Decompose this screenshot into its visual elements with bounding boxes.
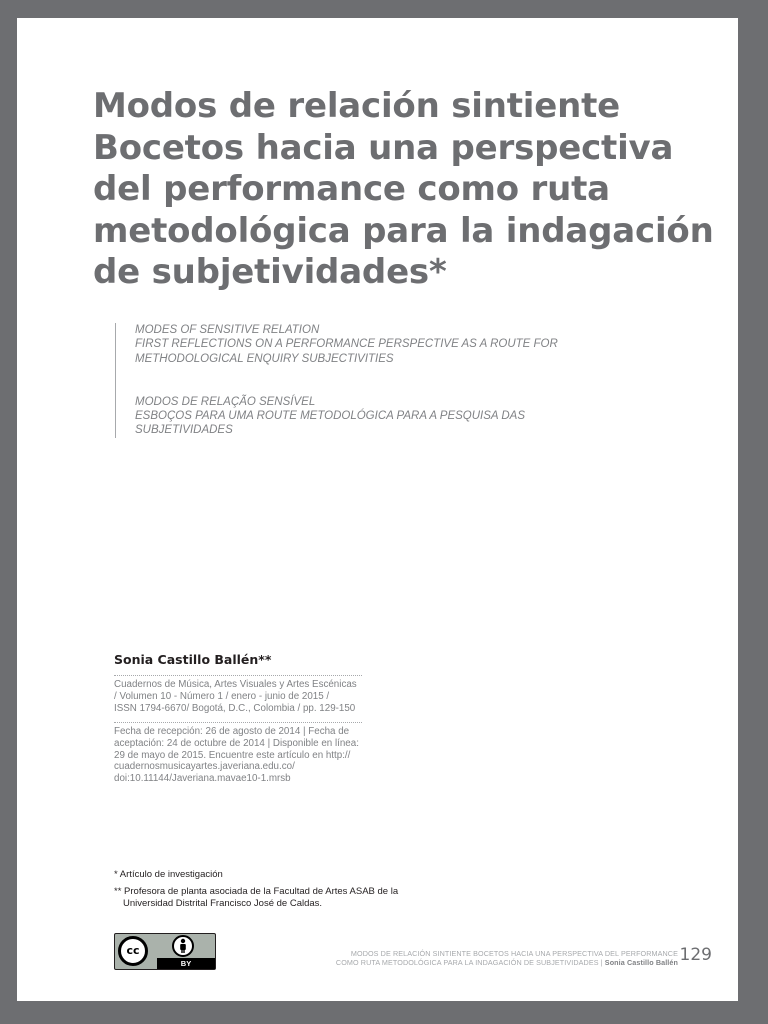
title-line: de subjetividades*	[93, 252, 447, 292]
author-name: Sonia Castillo Ballén**	[114, 652, 272, 667]
page-number: 129	[679, 945, 712, 965]
footnote-2-line: ** Profesora de planta asociada de la Facultad de Artes ASAB de la	[114, 885, 399, 897]
publication-dates	[114, 726, 384, 785]
journal-line: Cuadernos de Música, Artes Visuales y Artes Escénicas	[114, 679, 357, 690]
footnote-1: * Artículo de investigación	[114, 869, 223, 880]
portuguese-title	[135, 395, 575, 438]
english-title-line: FIRST REFLECTIONS ON A PERFORMANCE PERSPECTIVE AS A ROUTE FOR	[135, 338, 558, 351]
attribution-person-icon	[172, 935, 194, 957]
dates-line: doi:10.11144/Javeriana.mavae10-1.mrsb	[114, 773, 291, 785]
footnote-2	[114, 886, 398, 911]
article-title	[93, 86, 713, 294]
portuguese-title-line: ESBOÇOS PARA UMA ROUTE METODOLÓGICA PARA A PESQUISA DAS	[135, 410, 526, 423]
title-line: metodológica para la indagación	[93, 210, 714, 251]
portuguese-title-line: SUBJETIVIDADES	[135, 424, 233, 437]
running-header-author: Sonia Castillo Ballén	[604, 958, 678, 967]
english-title	[135, 323, 575, 366]
title-line: del performance como ruta	[93, 169, 610, 209]
dates-line: cuadernosmusicayartes.javeriana.edu.co/	[114, 761, 295, 773]
cc-icon: cc	[118, 936, 148, 966]
running-header-title: COMO RUTA METODOLÓGICA PARA LA INDAGACIÓN DE SUBJETIVIDADES |	[335, 958, 605, 967]
footnotes	[114, 869, 398, 911]
journal-line: ISSN 1794-6670/ Bogotá, D.C., Colombia / pp. 129-150	[114, 702, 356, 714]
by-section	[157, 934, 215, 969]
spacer	[135, 366, 575, 395]
running-header-line	[336, 958, 678, 967]
title-line: Modos de relación sintiente	[93, 86, 621, 126]
cc-by-license-badge[interactable]	[114, 933, 216, 970]
portuguese-title-line: MODOS DE RELAÇÃO SENSÍVEL	[135, 395, 316, 408]
by-label: BY	[157, 958, 215, 969]
dates-line: Fecha de recepción: 26 de agosto de 2014 | Fecha de	[114, 726, 350, 737]
divider	[114, 722, 362, 723]
english-title-line: METHODOLOGICAL ENQUIRY SUBJECTIVITIES	[135, 352, 394, 365]
running-header-line: MODOS DE RELACIÓN SINTIENTE BOCETOS HACIA UNA PERSPECTIVA DEL PERFORMANCE	[350, 949, 678, 958]
journal-info	[114, 679, 384, 714]
footnote-2-line: Universidad Distrital Francisco José de Caldas.	[123, 898, 323, 909]
dates-line: 29 de mayo de 2015. Encuentre este artículo en http://	[114, 749, 351, 761]
divider	[114, 675, 362, 676]
english-title-line: MODES OF SENSITIVE RELATION	[135, 324, 320, 336]
journal-line: / Volumen 10 - Número 1 / enero - junio de 2015 /	[114, 690, 330, 702]
dates-line: aceptación: 24 de octubre de 2014 | Disponible en línea:	[114, 737, 359, 749]
running-header	[336, 949, 678, 967]
article-page	[17, 18, 738, 1001]
title-line: Bocetos hacia una perspectiva	[93, 127, 674, 168]
translated-titles	[115, 323, 575, 438]
